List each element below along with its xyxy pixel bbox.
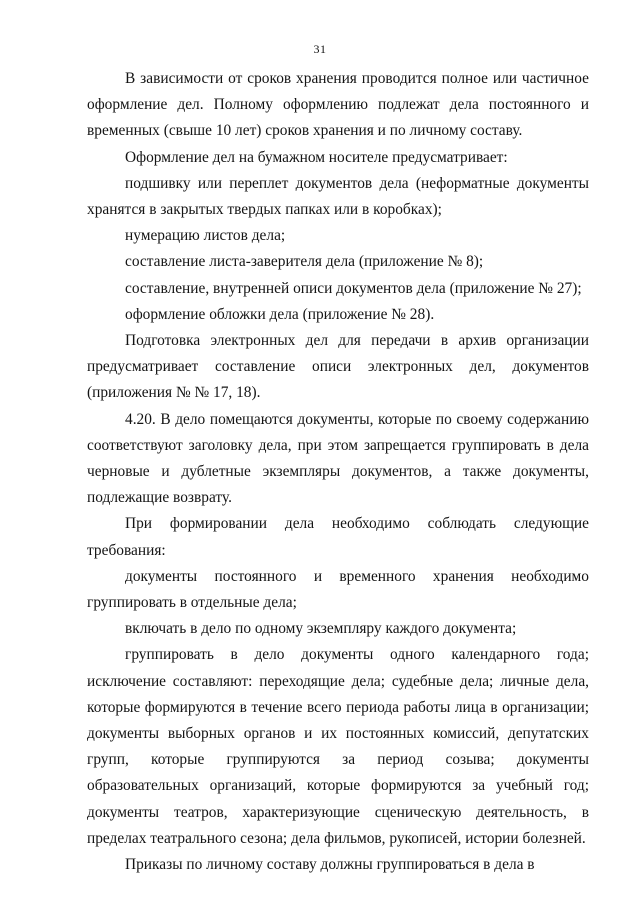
requirement-calendar-year: группировать в дело документы одного календарного года; исключение составляют: переходящие дела; судебные дела; личные дела, которые формируются в течение всего периода работы лица в организации; документы выборных органов и их постоянных комиссий, депутатских групп, которые группируются за период созыва; документы образовательных организаций, которые формируются за учебный год; документы театров, характеризующие сценическую деятельность, в пределах театрального сезона; дела фильмов, рукописей, истории болезней.	[87, 646, 589, 847]
page-number: 31	[313, 42, 327, 56]
list-item-cover: оформление обложки дела (приложение № 28).	[125, 305, 435, 323]
requirement-separate-cases: документы постоянного и временного хранения необходимо группировать в отдельные дела;	[87, 567, 589, 612]
list-item-internal-inventory: составление, внутренней описи документов дела (приложение № 27);	[125, 279, 582, 297]
list-item-binding: подшивку или переплет документов дела (неформатные документы хранятся в закрытых твердых папках или в коробках);	[87, 174, 589, 219]
paragraph-storage-terms: В зависимости от сроков хранения проводится полное или частичное оформление дел. Полному оформлению подлежат дела постоянного и временных (свыше 10 лет) сроков хранения и по личному составу.	[87, 70, 589, 140]
paragraph-requirements-intro: При формировании дела необходимо соблюдать следующие требования:	[87, 515, 589, 559]
requirement-one-copy: включать в дело по одному экземпляру каждого документа;	[125, 620, 517, 638]
paragraph-orders-personnel: Приказы по личному составу должны группироваться в дела в	[125, 856, 535, 874]
document-body	[87, 66, 589, 878]
paragraph-electronic-cases: Подготовка электронных дел для передачи в архив организации предусматривает составление описи электронных дел, документов (приложения № № 17, 18).	[87, 332, 589, 402]
paragraph-section-4-20: 4.20. В дело помещаются документы, которые по своему содержанию соответствуют заголовку дела, при этом запрещается группировать в дела черновые и дублетные экземпляры документов, а также документы, подлежащие возврату.	[87, 410, 589, 507]
list-item-numbering: нумерацию листов дела;	[125, 227, 286, 245]
paragraph-paper-intro: Оформление дел на бумажном носителе предусматривает:	[125, 148, 508, 166]
list-item-certifying-sheet: составление листа-заверителя дела (приложение № 8);	[125, 253, 484, 271]
